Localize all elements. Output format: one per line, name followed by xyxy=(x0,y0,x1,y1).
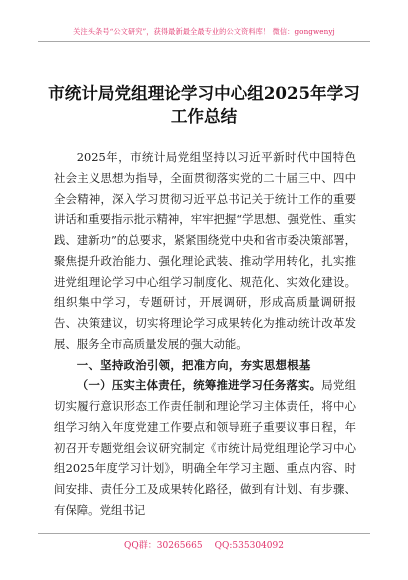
footer-qq: QQ:535304092 xyxy=(214,541,284,551)
intro-paragraph: 2025年，市统计局党组坚持以习近平新时代中国特色社会主义思想为指导，全面贯彻落实党的二十届三中、四中全会精神，深入学习贯彻习近平总书记关于统计工作的重要讲话和重要指示批示精神，牢牢把握“学思想、强党性、重实践、建新功”的总要求，紧紧围绕党中央和省市委决策部署，聚焦提升政治能力、强化理论武装、推动学用转化，扎实推进党组理论学习中心组学习制度化、规范化、实效化建设。组织集中学习，专题研讨，开展调研，形成高质量调研报告、决策建议，切实将理论学习成果转化为推动统计改革发展、服务全市高质量发展的强大动能。 xyxy=(54,150,356,351)
document-title: 市统计局党组理论学习中心组2025年学习工作总结 xyxy=(48,83,360,126)
header-banner: 关注头条号“公文研究”，获得最新最全最专业的公文资料库！ 微信：gongwenyj xyxy=(73,27,335,36)
footer-contact xyxy=(0,538,408,551)
document-body xyxy=(54,147,356,521)
footer-divider xyxy=(38,533,370,534)
subsection-text: 局党组切实履行意识形态工作责任制和理论学习主体责任，将中心组学习纳入年度党建工作要点和领导班子重要议事日程，年初召开专题党组会议研究制定《市统计局党组理论学习中心组2025年度学习计划》，明确全年学习主题、重点内容、时间安排、责任分工及成果转化路径，做到有计划、有步骤、有保障。党组书记 xyxy=(54,378,356,517)
subsection-paragraph xyxy=(54,375,356,520)
section-heading: 一、坚持政治引领，把准方向，夯实思想根基 xyxy=(76,357,311,372)
subsection-heading: （一）压实主体责任，统筹推进学习任务落实。 xyxy=(76,378,322,393)
header-divider xyxy=(38,41,370,42)
footer-qq-group: QQ群：30265665 xyxy=(124,541,203,551)
